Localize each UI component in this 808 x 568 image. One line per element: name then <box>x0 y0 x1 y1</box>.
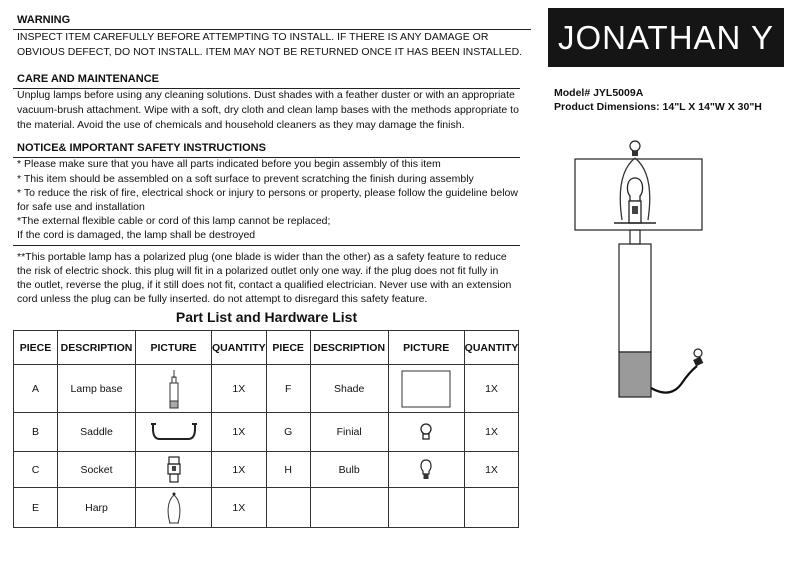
plug-line-4: cord unless the plug can be fully inserted. do not attempt to disregard this safety feature. <box>17 293 428 305</box>
finial-icon <box>630 141 640 151</box>
description-cell: Harp <box>58 488 136 528</box>
saddle-icon <box>150 421 198 443</box>
parts-title: Part List and Hardware List <box>175 309 358 325</box>
parts-table <box>13 330 519 528</box>
divider <box>13 245 520 246</box>
safety-line-6: If the cord is damaged, the lamp shall be destroyed <box>17 229 256 241</box>
finial-icon <box>419 423 433 441</box>
quantity-cell: 1X <box>212 365 267 413</box>
piece-cell <box>266 488 310 528</box>
quantity-cell: 1X <box>464 452 519 488</box>
socket-icon <box>166 456 182 484</box>
quantity-cell: 1X <box>212 488 267 528</box>
lamp-illustration <box>570 138 720 400</box>
picture-cell <box>136 413 212 452</box>
table-row <box>14 488 519 528</box>
bulb-icon <box>627 178 642 201</box>
table-row <box>14 452 519 488</box>
care-heading: CARE AND MAINTENANCE <box>17 73 159 85</box>
care-line-1: Unplug lamps before using any cleaning solutions. Dust shades with a feather duster or with an appropriate <box>17 89 515 101</box>
plug-line-2: the risk of electric shock. this plug will fit in a polarized outlet only one way. if the plug does not fit fully in <box>17 265 499 277</box>
plug-line-3: the outlet, reverse the plug, if it still does not fit, contact a qualified electrician. Never use with an extension <box>17 279 512 291</box>
picture-cell <box>388 365 464 413</box>
safety-line-3: * To reduce the risk of fire, electrical shock or injury to persons or property, please follow the guideline below <box>17 187 518 199</box>
product-dimensions: Product Dimensions: 14"L X 14"W X 30"H <box>554 101 762 113</box>
picture-cell <box>136 488 212 528</box>
header-cell: QUANTITY <box>464 331 519 365</box>
header-cell: PICTURE <box>136 331 212 365</box>
picture-cell <box>136 365 212 413</box>
shade-icon <box>401 370 451 408</box>
table-row <box>14 413 519 452</box>
piece-cell: C <box>14 452 58 488</box>
table-header-row <box>14 331 519 365</box>
picture-cell <box>388 488 464 528</box>
safety-line-2: * This item should be assembled on a soft surface to prevent scratching the finish during assembly <box>17 173 474 185</box>
piece-cell: F <box>266 365 310 413</box>
quantity-cell: 1X <box>464 413 519 452</box>
piece-cell: E <box>14 488 58 528</box>
warning-line-1: INSPECT ITEM CAREFULLY BEFORE ATTEMPTING TO INSTALL. IF THERE IS ANY DAMAGE OR <box>17 31 489 43</box>
warning-heading: WARNING <box>17 14 71 26</box>
harp-icon <box>164 491 184 525</box>
description-cell: Shade <box>310 365 388 413</box>
piece-cell: H <box>266 452 310 488</box>
description-cell <box>310 488 388 528</box>
care-line-2: vacuum-brush attachment. Wipe with a soft, dry cloth and clean lamp bases with the methods appropriate to <box>17 104 519 116</box>
safety-heading: NOTICE& IMPORTANT SAFETY INSTRUCTIONS <box>17 142 266 154</box>
model-number: Model# JYL5009A <box>554 87 644 99</box>
quantity-cell: 1X <box>464 365 519 413</box>
header-cell: QUANTITY <box>212 331 267 365</box>
lamp-base-icon <box>167 369 181 409</box>
description-cell: Finial <box>310 413 388 452</box>
description-cell: Bulb <box>310 452 388 488</box>
header-cell: DESCRIPTION <box>58 331 136 365</box>
table-row <box>14 365 519 413</box>
warning-line-2: OBVIOUS DEFECT, DO NOT INSTALL. ITEM MAY NOT BE RETURNED ONCE IT HAS BEEN INSTALLED. <box>17 46 523 58</box>
safety-line-1: * Please make sure that you have all parts indicated before you begin assembly of this item <box>17 158 441 170</box>
brand-logo: JONATHAN Y <box>548 8 784 67</box>
quantity-cell: 1X <box>212 413 267 452</box>
care-line-3: the material. Avoid the use of chemicals and household cleaners as they may damage the finish. <box>17 119 465 131</box>
description-cell: Lamp base <box>58 365 136 413</box>
lamp-base-icon <box>619 244 651 352</box>
quantity-cell: 1X <box>212 452 267 488</box>
bulb-icon <box>419 459 433 481</box>
safety-line-4: for safe use and installation <box>17 201 145 213</box>
header-cell: PICTURE <box>388 331 464 365</box>
quantity-cell <box>464 488 519 528</box>
piece-cell: G <box>266 413 310 452</box>
description-cell: Socket <box>58 452 136 488</box>
piece-cell: A <box>14 365 58 413</box>
header-cell: DESCRIPTION <box>310 331 388 365</box>
safety-line-5: *The external flexible cable or cord of this lamp cannot be replaced; <box>17 215 331 227</box>
header-cell: PIECE <box>14 331 58 365</box>
plug-line-1: **This portable lamp has a polarized plug (one blade is wider than the other) as a safety feature to reduce <box>17 251 507 263</box>
description-cell: Saddle <box>58 413 136 452</box>
picture-cell <box>388 452 464 488</box>
picture-cell <box>136 452 212 488</box>
picture-cell <box>388 413 464 452</box>
piece-cell: B <box>14 413 58 452</box>
header-cell: PIECE <box>266 331 310 365</box>
